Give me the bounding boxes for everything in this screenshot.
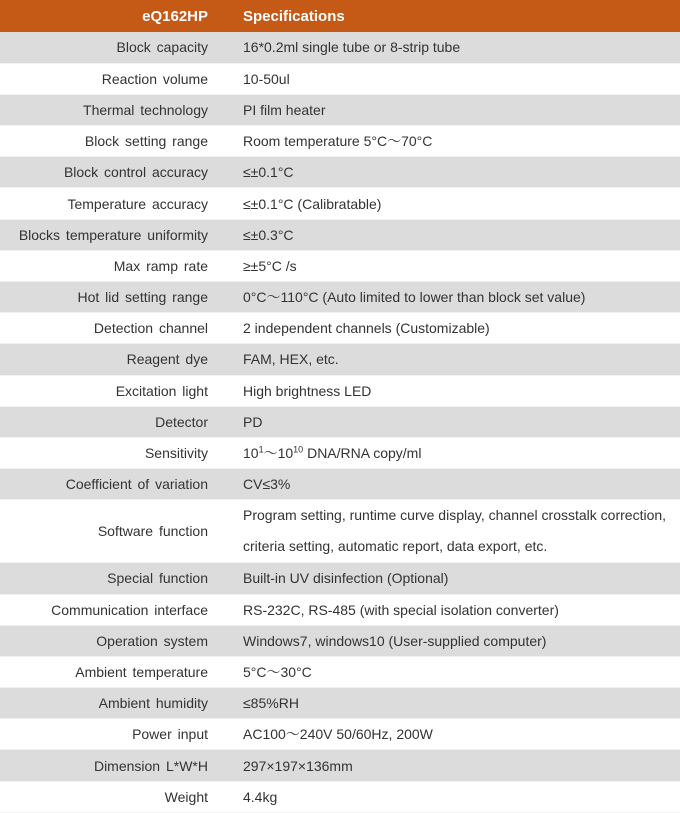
table-row [0,688,680,719]
table-row [0,594,680,625]
table-row [0,781,680,812]
table-row [0,344,680,375]
specifications-heading: Specifications [243,7,345,25]
spec-label: Coefficient of variation [0,469,226,500]
spec-value: ≥±5°C /s [226,250,680,281]
table-row [0,375,680,406]
sensitivity-exponent-low: 1 [258,444,264,455]
spec-value: 5°C～30°C [226,656,680,687]
spec-value: Room temperature 5°C～70°C [226,126,680,157]
spec-value [226,437,680,468]
spec-label: Thermal technology [0,94,226,125]
spec-value: 0°C～110°C (Auto limited to lower than block set value) [226,282,680,313]
table-row [0,188,680,219]
spec-label: Detector [0,406,226,437]
spec-label: Detection channel [0,313,226,344]
sensitivity-unit: DNA/RNA copy/ml [303,445,422,462]
spec-label: Block capacity [0,32,226,63]
table-row [0,437,680,468]
model-heading: eQ162HP [142,7,208,25]
spec-label: Ambient temperature [0,656,226,687]
spec-value: 2 independent channels (Customizable) [226,313,680,344]
sensitivity-base-high: 10 [277,445,294,462]
spec-label: Temperature accuracy [0,188,226,219]
table-row [0,656,680,687]
spec-label: Max ramp rate [0,250,226,281]
spec-value: PD [226,406,680,437]
spec-value: High brightness LED [226,375,680,406]
table-row [0,94,680,125]
table-row [0,563,680,594]
spec-label: Block control accuracy [0,157,226,188]
spec-label: Excitation light [0,375,226,406]
spec-value: 10-50ul [226,63,680,94]
table-row [0,63,680,94]
spec-value: AC100～240V 50/60Hz, 200W [226,719,680,750]
table-row [0,719,680,750]
spec-value: PI film heater [226,94,680,125]
table-row [0,157,680,188]
spec-label: Blocks temperature uniformity [0,219,226,250]
spec-label: Dimension L*W*H [0,750,226,781]
spec-label: Hot lid setting range [0,282,226,313]
spec-value: ≤±0.1°C [226,157,680,188]
spec-value: FAM, HEX, etc. [226,344,680,375]
spec-label: Weight [0,781,226,812]
spec-label: Software function [0,500,226,563]
sensitivity-exponent-high: 10 [293,444,304,455]
spec-value: Windows7, windows10 (User-supplied computer) [226,625,680,656]
spec-value: ≤85%RH [226,688,680,719]
spec-label: Sensitivity [0,437,226,468]
table-row [0,500,680,563]
spec-label: Communication interface [0,594,226,625]
spec-label: Special function [0,563,226,594]
spec-label: Reaction volume [0,63,226,94]
table-row [0,469,680,500]
table-row [0,126,680,157]
spec-label: Reagent dye [0,344,226,375]
spec-label: Ambient humidity [0,688,226,719]
spec-value: ≤±0.3°C [226,219,680,250]
spec-label: Block setting range [0,126,226,157]
spec-value: ≤±0.1°C (Calibratable) [226,188,680,219]
table-row [0,313,680,344]
table-row [0,625,680,656]
header-row [0,0,680,32]
spec-value: Built-in UV disinfection (Optional) [226,563,680,594]
spec-value-line: Program setting, runtime curve display, channel crosstalk correction, [243,507,667,524]
spec-value: 297×197×136mm [226,750,680,781]
spec-value: CV≤3% [226,469,680,500]
spec-value: RS-232C, RS-485 (with special isolation converter) [226,594,680,625]
spec-value: 16*0.2ml single tube or 8-strip tube [226,32,680,63]
spec-value-line: criteria setting, automatic report, data export, etc. [243,538,548,555]
table-body [0,32,680,812]
spec-value [226,500,680,563]
table-row [0,32,680,63]
sensitivity-range-separator: ～ [263,445,278,462]
spec-label: Operation system [0,625,226,656]
table-row [0,219,680,250]
sensitivity-base-low: 10 [243,445,259,462]
table-row [0,750,680,781]
table-header [0,0,680,32]
table-row [0,282,680,313]
table-row [0,406,680,437]
spec-label: Power input [0,719,226,750]
table-row [0,250,680,281]
spec-value: 4.4kg [226,781,680,812]
